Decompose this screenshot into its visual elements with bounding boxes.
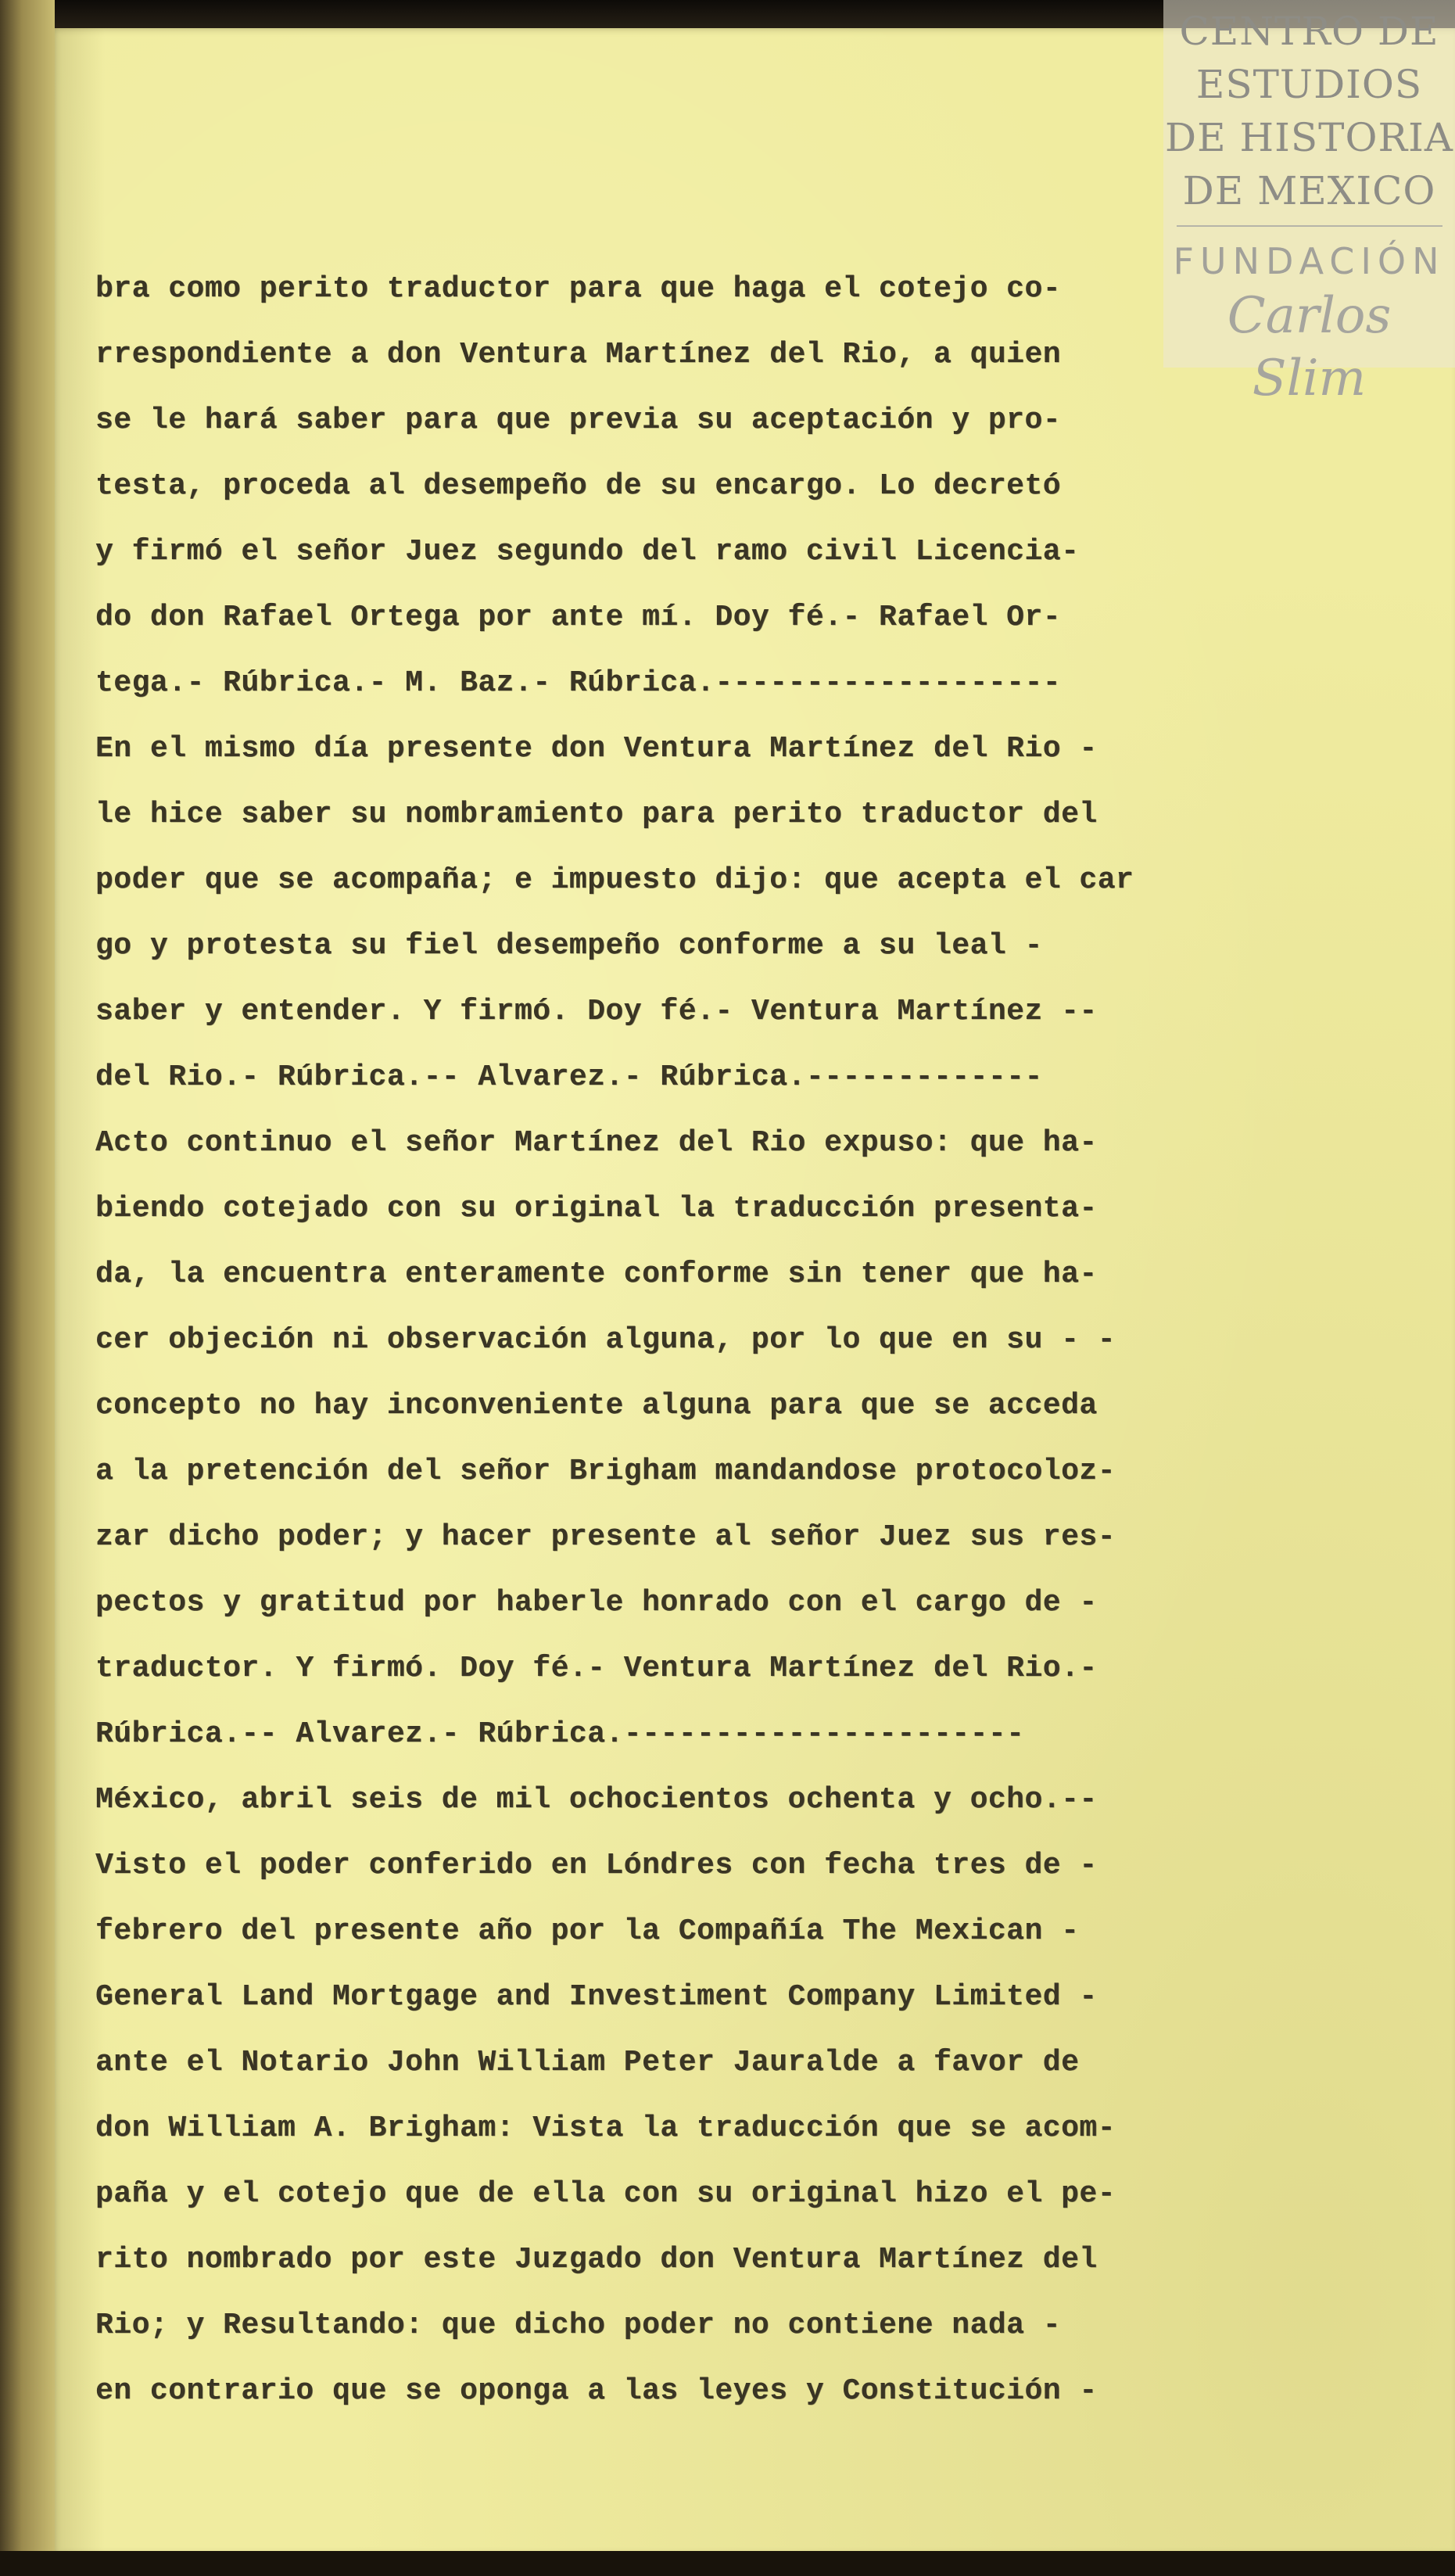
document-line: traductor. Y firmó. Doy fé.- Ventura Martínez del Rio.-	[95, 1652, 1098, 1685]
document-line: da, la encuentra enteramente conforme sin tener que ha-	[95, 1258, 1098, 1291]
document-line: ante el Notario John William Peter Jauralde a favor de	[95, 2046, 1080, 2079]
document-line: poder que se acompaña; e impuesto dijo: que acepta el car	[95, 863, 1134, 897]
document-line: Visto el poder conferido en Lóndres con fecha tres de -	[95, 1849, 1098, 1882]
document-line: saber y entender. Y firmó. Doy fé.- Ventura Martínez --	[95, 995, 1098, 1028]
document-line: Rúbrica.-- Alvarez.- Rúbrica.----------------------	[95, 1717, 1025, 1751]
document-line: rrespondiente a don Ventura Martínez del Rio, a quien	[95, 338, 1062, 371]
watermark-signature: Carlos Slim	[1227, 287, 1392, 407]
document-line: zar dicho poder; y hacer presente al señor Juez sus res-	[95, 1520, 1116, 1554]
document-line: go y protesta su fiel desempeño conforme a su leal -	[95, 929, 1043, 963]
document-line: Rio; y Resultando: que dicho poder no contiene nada -	[95, 2309, 1062, 2342]
document-line: concepto no hay inconveniente alguna para que se acceda	[95, 1389, 1098, 1423]
document-line: se le hará saber para que previa su aceptación y pro-	[95, 404, 1062, 437]
scan-bottom-edge	[0, 2551, 1455, 2576]
document-line: le hice saber su nombramiento para perito traductor del	[95, 798, 1098, 831]
document-line: febrero del presente año por la Compañía The Mexican -	[95, 1914, 1080, 1948]
document-line: En el mismo día presente don Ventura Martínez del Rio -	[95, 732, 1098, 766]
document-line: del Rio.- Rúbrica.-- Alvarez.- Rúbrica.-------------	[95, 1060, 1043, 1094]
page-binding-edge	[0, 0, 55, 2576]
document-line: don William A. Brigham: Vista la traducción que se acom-	[95, 2111, 1116, 2145]
document-line: General Land Mortgage and Investiment Company Limited -	[95, 1980, 1098, 2014]
watermark-divider	[1177, 225, 1442, 227]
document-line: do don Rafael Ortega por ante mí. Doy fé.- Rafael Or-	[95, 601, 1062, 634]
watermark-line: DE HISTORIA	[1165, 115, 1453, 160]
document-line: México, abril seis de mil ochocientos ochenta y ocho.--	[95, 1783, 1098, 1817]
watermark-line: CENTRO DE	[1179, 9, 1439, 54]
typewritten-text	[95, 257, 1221, 2424]
document-line: en contrario que se oponga a las leyes y Constitución -	[95, 2374, 1098, 2408]
document-line: biendo cotejado con su original la traducción presenta-	[95, 1192, 1098, 1225]
document-line: tega.- Rúbrica.- M. Baz.- Rúbrica.-------------------	[95, 666, 1062, 700]
document-line: testa, proceda al desempeño de su encargo. Lo decretó	[95, 469, 1062, 503]
document-line: rito nombrado por este Juzgado don Ventura Martínez del	[95, 2243, 1098, 2276]
document-line: Acto continuo el señor Martínez del Rio expuso: que ha-	[95, 1126, 1098, 1160]
watermark-foundation: FUNDACIÓN	[1173, 240, 1446, 282]
watermark-line: ESTUDIOS	[1195, 62, 1423, 107]
document-line: cer objeción ni observación alguna, por lo que en su - -	[95, 1323, 1116, 1357]
document-line: y firmó el señor Juez segundo del ramo civil Licencia-	[95, 535, 1080, 569]
archive-watermark	[1163, 0, 1455, 407]
document-line: paña y el cotejo que de ella con su original hizo el pe-	[95, 2177, 1116, 2211]
watermark-line: DE MEXICO	[1182, 168, 1436, 213]
document-line: bra como perito traductor para que haga el cotejo co-	[95, 272, 1062, 306]
document-line: pectos y gratitud por haberle honrado con el cargo de -	[95, 1586, 1098, 1620]
document-line: a la pretención del señor Brigham mandandose protocoloz-	[95, 1455, 1116, 1488]
